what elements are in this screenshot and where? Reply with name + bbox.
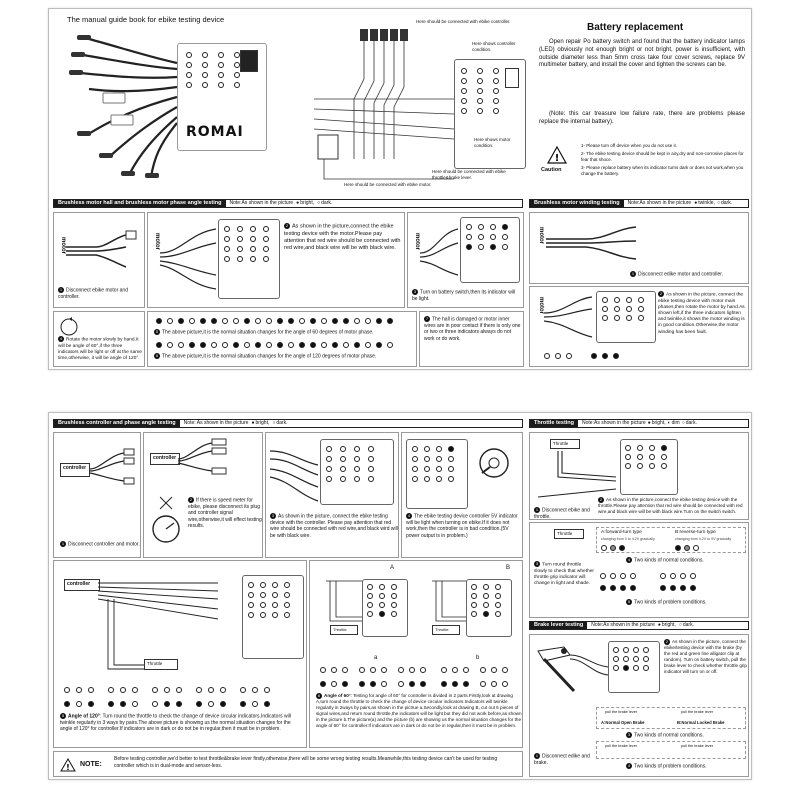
battery-title: Battery replacement [587,22,684,33]
throttle-box-1: Throttle [144,659,178,670]
controller-note-bright: bright, [255,420,270,427]
hall-step1-text: 1 Disconnect ebike motor and controller. [58,287,128,300]
battery-body: Open repair Po battery switch and found that the battery indicator lamps (LED) obviously not enough bright or not bright, power is insufficient, with outside diameter less than 5mm cross take four cover screws, replace 9V multimeter battery, and install the cover and tighten the screws can be. [539,39,745,69]
ctrl-angle120-box [53,560,307,748]
angle60-row-a1 [320,667,508,673]
hall-step7-text: 7 The hall is damaged or motor inner wires are in poor contact if there is only one or two or three indicators always do not work or do work. [424,316,521,342]
winding-note-dark: dark. [720,200,733,207]
note-text: Before testing controller,we'd better to test throttle&brake lever firstly,otherwise,there will be some wrong testing results.Meanwhile,this testing device can't be used for testing controller which is in dual-mode and sensor-less. [114,756,498,769]
throttle-tester [620,439,678,495]
throttle-problem-leds-2 [600,585,696,591]
angle60-tester-a [362,579,408,637]
controller-box-1: controller [60,463,90,477]
throttle-box-5: Throttle [554,529,584,539]
angle60-tester-b [466,579,512,637]
legend-bright-icon-3: ● [647,420,651,427]
throttle-testing-header [529,419,749,428]
hall-step2-text: 2 As shown in the picture,connect the ebike testing device with the motor.Please pay attention that red wire should be connected with red wire,and black wire will be with black wire. [284,223,401,251]
brake-testing-header [529,621,749,630]
throttle-step2-text: 2 As shown in the picture,connect the ebike testing device with the throttle.Please pay attention that red wire should be connected with red wire,and black wire will be with black wire.Turn on the switch switch. [598,497,743,515]
brake-step3-text: 3 Two kinds of normal conditions. [627,732,704,739]
manual-page-top [48,8,752,370]
reverse-type-sub: changing from 4.2V to 0V gradually [675,537,732,541]
ctrl-step1-text: 1 Disconnect controller and motor. [61,541,140,548]
winding-step2-text: 2 As shown in the picture, connect the ebike testing device with motor main phases,then rotate the motor by hand.As shown left,if the three indicators lighten and twinkle,it shows the motor winding is in good condition.Otherwise,the motor winding has been fault. [658,291,745,335]
brake-normal-a: A:Normal Open Brake [601,720,645,725]
throttle-problem-leds-1 [600,573,696,579]
winding-note-twinkle: twinkle, [698,200,715,207]
throttle-steps12-box [529,432,749,520]
legend-dim-icon: ◐ [667,420,671,427]
throttle-step4-text: 4 Two kinds of normal conditions. [627,557,704,564]
ctrl-step2-text: 2 If there is speed meter for ebike, please disconnect its plug and controller signal wire,otherwise,it will effect testing results. [188,497,262,530]
angle120-tester [242,575,304,659]
angle120-row-2 [64,701,270,707]
ctrl-step3-tester [320,439,394,505]
angle60-led-row-1 [156,318,393,324]
winding-step2-motor-label: motor [537,297,544,314]
ctrl-step3-wires [270,441,320,511]
hall-steps56-box [147,311,417,367]
throttle-note-bright: bright, [651,420,666,427]
brake-note-dark: dark. [682,622,694,629]
hall-note-prefix: Note:As shown in the picture [229,200,294,207]
battery-note: (Note: this car treasure low failure rate, there are problems please replace the internal battery). [539,111,745,125]
hall-tester [218,219,280,299]
ignition-key-icon [474,443,514,483]
label-A: A [390,565,395,571]
hall-step7-box [419,311,524,367]
hall-step3-text: 3 Turn on battery switch,then its indicator will be light. [412,289,516,302]
hall-step1-box [53,212,145,308]
ctrl-step2-box [143,432,263,558]
caution-label: Caution [541,167,562,173]
power-switch-icon [240,50,258,72]
winding-step1-text: 1 Disconnect edike motor and controller. [631,271,724,278]
winding-note-prefix: Note:As shown in the picture [627,200,692,207]
brake-box [529,634,749,777]
ctrl-step4-text: 4 The ebike testing device controller 5V indicator will be light when turning on ebike.If it does not work,then the controller is in bad condition.(5V power output is in problem.) [406,513,518,539]
ctrl-step4-box [401,432,523,558]
legend-bright-icon-2: ● [251,420,255,427]
caution-3: 3- Please replace battery when its indicator turns dark or does not work,when you change the battery. [581,165,744,176]
brake-testing-title: Brake lever testing [530,622,587,629]
throttle-steps345-box [529,522,749,618]
angle120-led-row-1 [156,342,393,348]
ctrl-step3-text: 3 As shown in the picture, connect the ebike testing device with the controller. Please pay attention that red wire should be connected with red wire,and black wird will be with black wire. [270,513,398,539]
hall-note-bright: bright, [300,200,315,207]
controller-wires-1 [90,449,140,489]
callout-throttle-brake: Here should be connected with ebike throttle&brake lever. [432,169,506,180]
legend-dark-icon-4: ○ [681,420,685,427]
throttle-box-3: Throttle [432,625,460,635]
tester-device-outline [454,59,526,169]
throttle-box-2: Throttle [330,625,358,635]
throttle-step1-text: 1 Disconnect ebike and throttle. [534,507,590,520]
throttle-types-box [596,527,746,553]
controller-testing-header [53,419,523,428]
motor-to-tester-wires [160,223,220,293]
legend-bright-icon: ● [296,200,300,207]
ctrl-angle60-text: 6 Angle of 60°: Testing for angle of 60° for controller is divided in 2 parts.Firstly,look at drawing A,turn round the throttle to check the change of device circular indicators.Indicators will twinkle regularly in 2ways by pairs,as shown in the pictrue a.Secondly,look at drawing B, cut out 5 pieces of signal wires,and return round throttle,the indicators will be light but they did not work before,as shown in the picture b.The picture(a) and the picture (b) are showing us the normal situation changes for the angle of 60° for controller.If indicators are in dark or do not be in regular,then it must be in problem. [316,693,522,729]
svg-text:!: ! [66,763,70,772]
device-photo [59,27,274,182]
brake-pull-a: pull the brake lever [605,710,638,714]
tester-device [177,43,267,151]
winding-led-row [544,353,619,359]
throttle-note-dark: dark. [685,420,697,427]
brake-pull-b: pull the brake lever [681,710,714,714]
callout-controller-condition: Here shows controller condition. [472,41,516,52]
controller-box-3: controller [64,579,100,591]
ctrl-angle60-box [309,560,523,748]
legend-twinkle-icon: ● [694,200,698,207]
throttle-box-4: Throttle [550,439,580,449]
throttle-testing-title: Throttle testing [530,420,578,427]
forward-type-title: A:forward-turn type [601,530,642,535]
winding-testing-header [529,199,749,208]
brake-problem-box [596,741,746,759]
brake-normal-box [596,707,746,729]
winding-testing-title: Brushless motor winding testing [530,200,624,207]
hall-testing-header [53,199,523,208]
legend-dark-icon: ○ [317,200,321,207]
controller-wires-2 [178,439,248,479]
throttle-step5-text: 5 Two kinds of problem conditions. [627,599,707,606]
angle60-row-a2 [320,681,508,687]
tester-led-grid [186,52,244,88]
legend-dark-icon-2: ○ [716,200,720,207]
throttle-note-dim: dim [671,420,680,427]
motor-to-tester-wires-3 [420,223,460,283]
legend-dark-icon-5: ○ [678,622,682,629]
callout-motor: Here should be connected with ebike motor. [344,182,432,187]
brand-logo: ROMAI [186,124,244,140]
ctrl-step1-box [53,432,141,558]
brake-step4-text: 4 Two kinds of problem conditions. [627,763,707,770]
controller-note-dark: dark. [276,420,288,427]
forward-type-sub: changing from 0 to 4.2V gradually [601,537,655,541]
winding-motor-label: motor [537,227,544,244]
hall-step3-motor-label: motor [413,233,420,250]
rotate-icon [58,316,80,338]
winding-motor-wires [546,223,646,263]
brake-pull-d: pull the brake lever [681,744,714,748]
ctrl-step3-box [265,432,399,558]
label-b: b [476,655,480,661]
brake-step2-text: 2 As shown in the picture, connect the ebike/testing device with the brake (by the red and green line alligator clip at random). Turn on battery switch, pull the brake lever to check whether throttle grip indicator will turn on or off. [664,639,747,675]
hall-step3-box [407,212,524,308]
brake-note-bright: bright, [661,622,676,629]
note-warning-icon [60,758,76,772]
wiring-diagram [304,19,529,189]
callout-controller: Here should be connected with ebike controller. [416,19,511,24]
note-label: NOTE: [80,761,102,768]
legend-dark-icon-3: ○ [272,420,276,427]
speed-meter-icon [150,495,190,545]
manual-title: The manual guide book for ebike testing device [67,15,225,24]
legend-bright-icon-4: ● [657,622,661,629]
brake-wires [570,645,610,705]
hall-step3-tester [460,217,520,283]
hall-note-dark: dark. [321,200,333,207]
throttle-step3-text: 3 Turn round throttle slowly to check that whether throttle grip indicator will change in light and shade. [534,561,594,586]
throttle-note-prefix: Note:As shown in the picture [582,420,646,427]
winding-step2-box [529,286,749,367]
throttle-normal-leds-a [601,545,625,551]
caution-2: 2- The ebike testing device should be kept in airy,dry and non-corrosive places for fear that shoce. [581,151,744,162]
svg-text:!: ! [554,153,560,164]
controller-box-2: controller [150,453,180,465]
caution-1: 1- Please turn off device when you do not use it. [581,143,677,148]
reverse-type-title: B:reverse-turn type [675,530,716,535]
angle120-row-1 [64,687,270,693]
ctrl-angle120-text: 5 Angle of 120°: Turn round the throttle to check the change of device circular indicators.Indicators will twinkle regularly in 3 ways by pairs.The above picture is showing us the normal situation changes for the angle of 120° for controller.If indicators are in dark or do not be in regular,then it must be in problem. [60,713,291,733]
manual-page-bottom [48,412,752,780]
hall-motor-label: motor [59,237,66,254]
hall-step4-box [53,311,145,367]
brake-pull-c: pull the brake lever [605,744,638,748]
controller-note-prefix: Note: As shown in the picture [183,420,249,427]
controller-testing-title: Brushless controller and phase angle testing [54,420,180,427]
winding-tester [596,291,656,343]
hall-step6-text: 6 The above picture,it is the normal situation changes for the angle of 120 degrees of motor phase. [155,353,377,360]
brake-step1-text: 1 Disconnect edike and brake. [534,753,590,766]
label-a: a [374,655,378,661]
hall-step2-motor-label: motor [153,233,160,250]
winding-wires-2 [544,293,594,343]
winding-step1-box [529,212,749,284]
hall-testing-title: Brushless motor hall and brushless motor phase angle testing [54,200,226,207]
brake-normal-b: B:Normal Locked Brake [677,720,725,725]
hall-step4-text: 4 Rotate the motor slowly by hand.It will be angle of 60°,if the three indicators will be light or off at the same time,otherwise, it will be angle of 120°. [58,336,142,361]
ctrl-step4-tester [406,439,468,509]
motor-wires-drawing [66,227,146,277]
hall-step5-text: 5 The above picture,it is the normal situation changes for the angle of 60 degrees of motor phase. [155,329,374,336]
callout-motor-condition: Here shows motor condition. [474,137,511,148]
label-B: B [506,565,511,571]
battery-section [539,21,747,186]
throttle-normal-leds-b [675,545,699,551]
hall-step2-box [147,212,405,308]
caution-triangle-icon [547,146,567,164]
controller-note-box [53,751,523,777]
brake-tester [608,641,660,693]
brake-note-prefix: Note:As shown in the picture [591,622,655,629]
